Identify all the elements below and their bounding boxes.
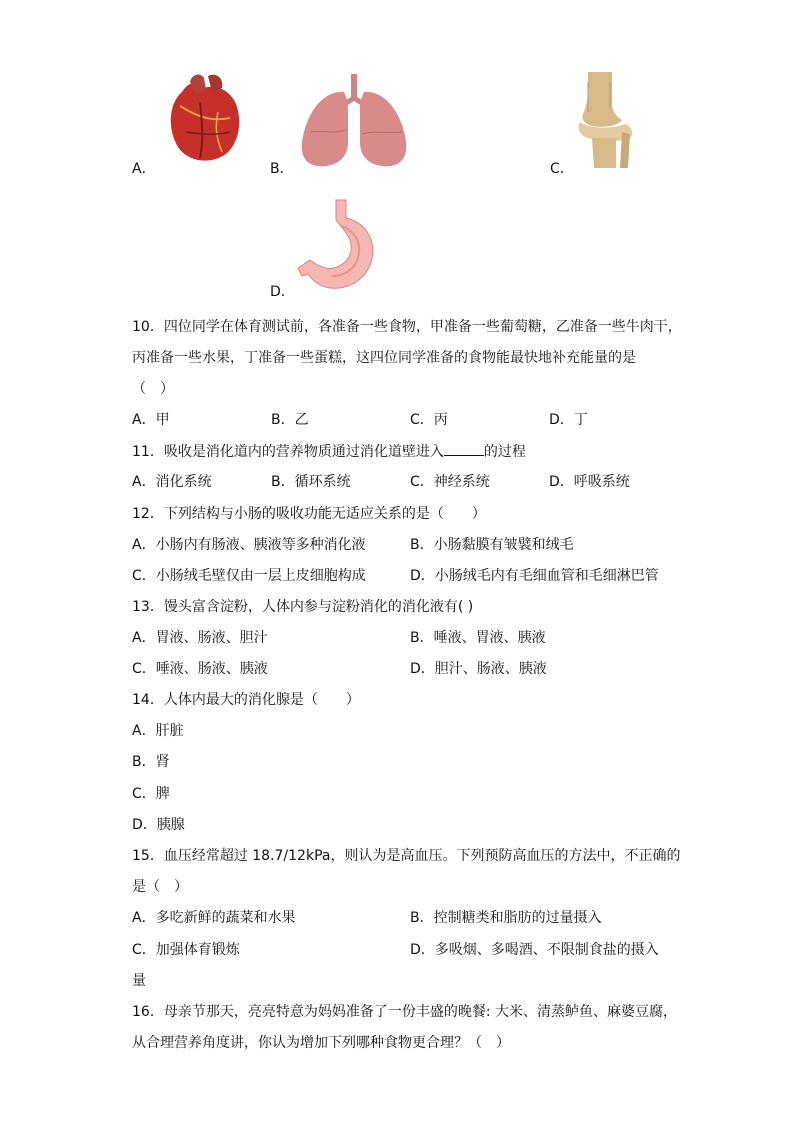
q15-option-b[interactable]: B．控制糖类和脂肪的过量摄入 bbox=[410, 910, 602, 926]
q11-answer-blank bbox=[444, 441, 484, 456]
q12-option-a[interactable]: A．小肠内有肠液、胰液等多种消化液 bbox=[132, 537, 366, 553]
q10-stem-line1: 10．四位同学在体育测试前，各准备一些食物，甲准备一些葡萄糖，乙准备一些牛肉干， bbox=[132, 319, 682, 335]
q10-option-d[interactable]: D．丁 bbox=[549, 412, 588, 428]
heart-icon bbox=[160, 72, 245, 167]
q10-option-b[interactable]: B．乙 bbox=[271, 412, 309, 428]
q15-option-d-wrap: 量 bbox=[132, 973, 146, 989]
stomach-icon bbox=[296, 198, 380, 294]
q10-stem-line3: （ ） bbox=[132, 381, 174, 397]
q15-option-a[interactable]: A．多吃新鲜的蔬菜和水果 bbox=[132, 910, 296, 926]
q11-stem-after: 的过程 bbox=[483, 444, 526, 460]
q13-option-d[interactable]: D．胆汁、肠液、胰液 bbox=[410, 661, 547, 677]
q15-stem-line2: 是（ ） bbox=[132, 879, 188, 895]
q12-option-b[interactable]: B．小肠黏膜有皱襞和绒毛 bbox=[410, 537, 574, 553]
q14-option-c[interactable]: C．脾 bbox=[132, 786, 170, 802]
q13-option-c[interactable]: C．唾液、肠液、胰液 bbox=[132, 661, 268, 677]
q12-option-c[interactable]: C．小肠绒毛壁仅由一层上皮细胞构成 bbox=[132, 568, 366, 584]
q11-option-c[interactable]: C．神经系统 bbox=[410, 474, 490, 490]
q11-option-a[interactable]: A．消化系统 bbox=[132, 474, 212, 490]
q14-stem: 14．人体内最大的消化腺是（ ） bbox=[132, 692, 360, 708]
q11-stem bbox=[132, 441, 526, 462]
q12-stem: 12．下列结构与小肠的吸收功能无适应关系的是（ ） bbox=[132, 506, 486, 522]
q10-option-a[interactable]: A．甲 bbox=[132, 412, 170, 428]
q16-stem-line1: 16．母亲节那天，亮亮特意为妈妈准备了一份丰盛的晚餐: 大米、清蒸鲈鱼、麻婆豆腐， bbox=[132, 1004, 677, 1020]
q10-stem-line2: 丙准备一些水果，丁准备一些蛋糕，这四位同学准备的食物能最快地补充能量的是 bbox=[132, 350, 636, 366]
q13-option-a[interactable]: A．胃液、肠液、胆汁 bbox=[132, 630, 268, 646]
q9-option-d-label: D． bbox=[270, 284, 295, 300]
q16-stem-line2: 从合理营养角度讲，你认为增加下列哪种食物更合理？（ ） bbox=[132, 1035, 510, 1051]
q11-option-b[interactable]: B．循环系统 bbox=[271, 474, 351, 490]
q13-stem: 13．馒头富含淀粉，人体内参与淀粉消化的消化液有( ) bbox=[132, 599, 474, 615]
q15-option-c[interactable]: C．加强体育锻炼 bbox=[132, 942, 240, 958]
q11-option-d[interactable]: D．呼吸系统 bbox=[549, 474, 630, 490]
lungs-icon bbox=[298, 72, 410, 170]
q14-option-d[interactable]: D．胰腺 bbox=[132, 817, 185, 833]
q10-option-c[interactable]: C．丙 bbox=[410, 412, 448, 428]
q12-option-d[interactable]: D．小肠绒毛内有毛细血管和毛细淋巴管 bbox=[410, 568, 659, 584]
q14-option-b[interactable]: B．肾 bbox=[132, 754, 170, 770]
q15-option-d[interactable]: D．多吸烟、多喝酒、不限制食盐的摄入 bbox=[410, 942, 659, 958]
q9-option-c-label: C． bbox=[550, 161, 574, 177]
q9-option-b-label: B． bbox=[270, 161, 294, 177]
knee-joint-icon bbox=[574, 72, 636, 168]
q15-stem-line1: 15．血压经常超过 18.7/12kPa，则认为是高血压。下列预防高血压的方法中，不正确的 bbox=[132, 848, 681, 864]
q9-option-a-label: A． bbox=[132, 161, 156, 177]
q13-option-b[interactable]: B．唾液、胃液、胰液 bbox=[410, 630, 546, 646]
q11-stem-before: 11．吸收是消化道内的营养物质通过消化道壁进入 bbox=[132, 444, 444, 460]
q14-option-a[interactable]: A．肝脏 bbox=[132, 723, 184, 739]
